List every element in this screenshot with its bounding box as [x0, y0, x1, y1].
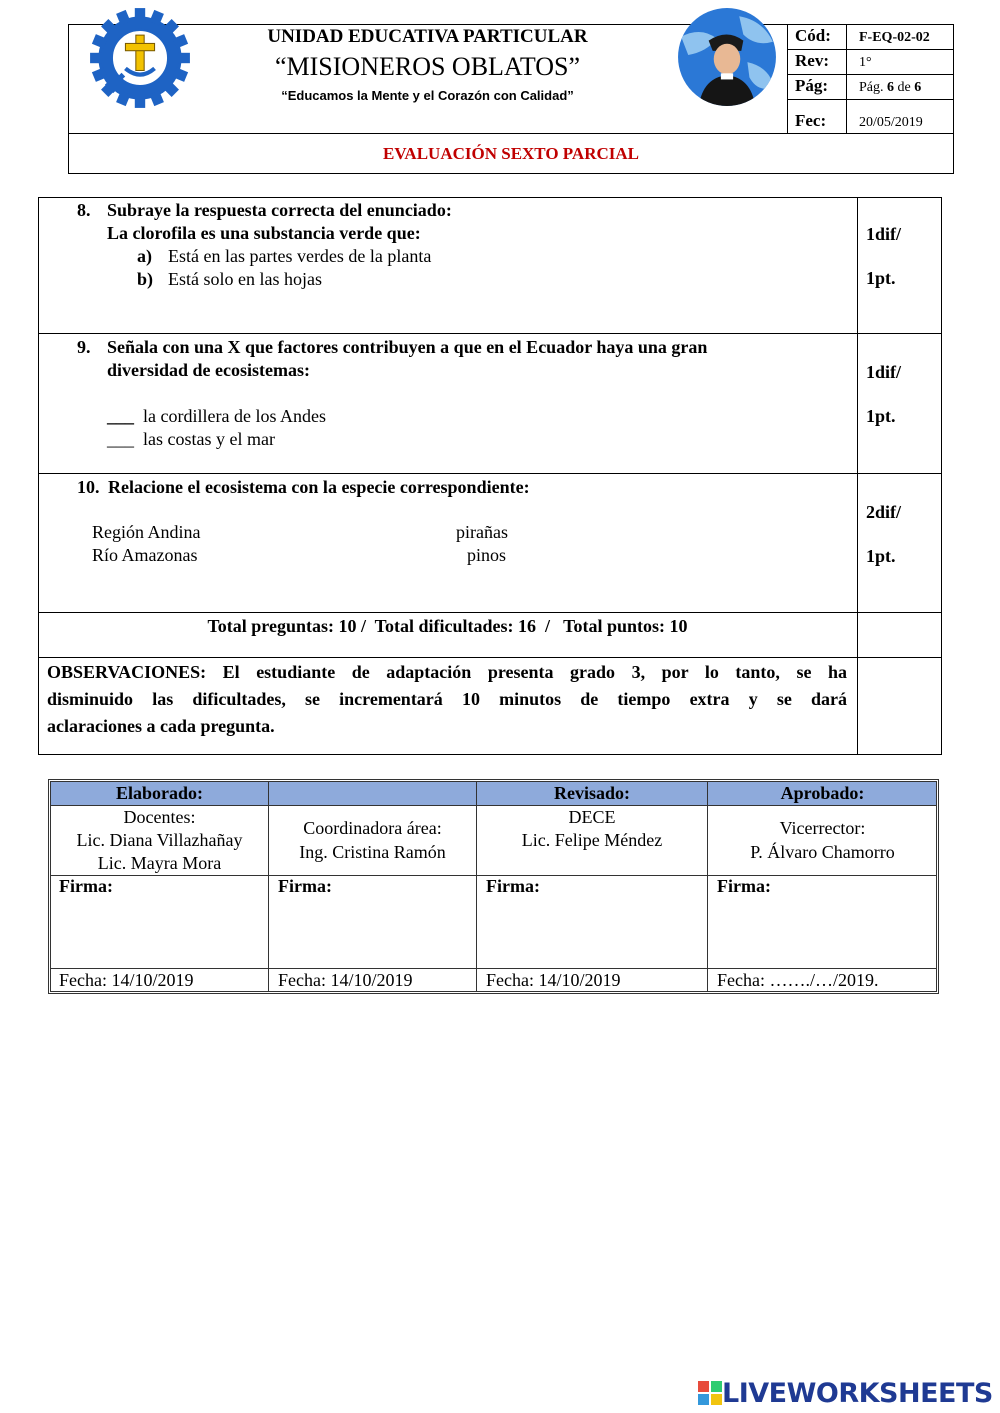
header-aprobado: Aprobado:: [780, 783, 865, 803]
meta-divider: [787, 99, 954, 100]
observations-text: El estudiante de adaptación presenta grado 3, por lo tanto, se ha: [222, 662, 847, 682]
match-right-item[interactable]: pirañas: [456, 522, 508, 542]
table-border: [38, 657, 942, 658]
difficulty-label: 2dif/: [866, 502, 902, 522]
table-border: [38, 197, 942, 198]
header-revisado: Revisado:: [554, 783, 630, 803]
firma-label: Firma:: [278, 876, 332, 896]
table-border: [38, 197, 39, 755]
observations: [47, 659, 847, 740]
match-right-item[interactable]: pinos: [467, 545, 507, 565]
liveworksheets-watermark: LIVEWORKSHEETS: [722, 1378, 993, 1409]
answer-blank[interactable]: ___: [107, 429, 134, 449]
question-number: 8.: [77, 200, 91, 220]
elaborado-name: Lic. Diana Villazhañay: [76, 830, 243, 850]
totals-summary: Total preguntas: 10 / Total dificultades: 16 / Total puntos: 10: [207, 616, 688, 636]
match-left-item[interactable]: Río Amazonas: [92, 545, 198, 565]
answer-blank[interactable]: ___: [107, 406, 134, 426]
header-elaborado: Elaborado:: [115, 783, 203, 803]
fec-value: 20/05/2019: [859, 115, 923, 130]
fecha-coordinador: Fecha: 14/10/2019: [278, 970, 413, 990]
header-blank: [269, 782, 476, 805]
option-letter: b): [137, 269, 154, 289]
pag-total: 6: [914, 80, 922, 95]
observations-label: OBSERVACIONES:: [47, 662, 207, 682]
table-border: [38, 473, 942, 474]
elaborado-name: Lic. Mayra Mora: [97, 853, 222, 873]
difficulty-label: 1dif/: [866, 362, 902, 382]
question-text: Subraye la respuesta correcta del enunciado:: [107, 200, 452, 220]
pag-prefix: Pág.: [859, 80, 884, 95]
meta-divider: [846, 24, 847, 134]
firma-label: Firma:: [59, 876, 113, 896]
option-a[interactable]: Está en las partes verdes de la planta: [168, 246, 432, 266]
points-label: 1pt.: [866, 406, 896, 426]
points-label: 1pt.: [866, 268, 896, 288]
aprobado-name: P. Álvaro Chamorro: [750, 842, 895, 862]
match-left-item[interactable]: Región Andina: [92, 522, 201, 542]
school-motto: “Educamos la Mente y el Corazón con Calidad”: [281, 88, 574, 103]
cod-label: Cód:: [795, 26, 831, 45]
signature-divider: [268, 781, 269, 992]
pag-current: 6: [887, 80, 894, 95]
table-border: [941, 197, 942, 755]
coordinator-role: Coordinadora área:: [303, 818, 442, 838]
school-name-line1: UNIDAD EDUCATIVA PARTICULAR: [267, 26, 588, 47]
coordinator-name: Ing. Cristina Ramón: [299, 842, 446, 862]
option-b[interactable]: Está solo en las hojas: [168, 269, 322, 289]
firma-label: Firma:: [486, 876, 540, 896]
question-text: Relacione el ecosistema con la especie correspondiente:: [108, 477, 530, 497]
school-logo-icon: [88, 6, 192, 110]
observations-line1: [47, 659, 847, 686]
fecha-elaborado: Fecha: 14/10/2019: [59, 970, 194, 990]
observations-line3: aclaraciones a cada pregunta.: [47, 716, 275, 736]
aprobado-role: Vicerrector:: [779, 818, 866, 838]
meta-divider: [787, 24, 788, 134]
rev-label: Rev:: [795, 51, 829, 70]
difficulty-label: 1dif/: [866, 224, 902, 244]
option-text: la cordillera de los Andes: [143, 406, 326, 426]
option-letter: a): [137, 246, 152, 266]
revisado-name: Lic. Felipe Méndez: [521, 830, 663, 850]
elaborado-role: Docentes:: [123, 807, 196, 827]
revisado-role: DECE: [568, 807, 616, 827]
pag-de: de: [897, 80, 911, 95]
pag-value: [859, 80, 921, 96]
fecha-revisado: Fecha: 14/10/2019: [486, 970, 621, 990]
cod-value: F-EQ-02-02: [859, 30, 930, 45]
rev-value: 1°: [859, 55, 872, 70]
question-text: La clorofila es una substancia verde que:: [107, 223, 421, 243]
firma-label: Firma:: [717, 876, 771, 896]
meta-divider: [787, 74, 954, 75]
question-text: Señala con una X que factores contribuyen a que en el Ecuador haya una gran: [107, 337, 708, 357]
fec-label: Fec:: [795, 111, 827, 130]
points-label: 1pt.: [866, 546, 896, 566]
table-border: [38, 612, 942, 613]
table-border: [38, 333, 942, 334]
pag-label: Pág:: [795, 76, 829, 95]
header-divider: [68, 133, 954, 134]
question-text: diversidad de ecosistemas:: [107, 360, 310, 380]
option-text: las costas y el mar: [143, 429, 275, 449]
table-border: [857, 197, 858, 755]
signature-divider: [50, 968, 937, 969]
exam-title: EVALUACIÓN SEXTO PARCIAL: [383, 144, 639, 163]
school-name-line2: “MISIONEROS OBLATOS”: [274, 52, 581, 81]
question-number: 10.: [77, 477, 100, 497]
fecha-aprobado: Fecha: ……./…/2019.: [717, 970, 879, 990]
meta-divider: [787, 49, 954, 50]
signature-divider: [707, 781, 708, 992]
founder-portrait-icon: [676, 6, 778, 108]
question-number: 9.: [77, 337, 91, 357]
table-border: [38, 754, 942, 755]
observations-line2: disminuido las dificultades, se incrementará 10 minutos de tiempo extra y se dará: [47, 689, 847, 709]
liveworksheets-logo-icon: [698, 1381, 722, 1405]
